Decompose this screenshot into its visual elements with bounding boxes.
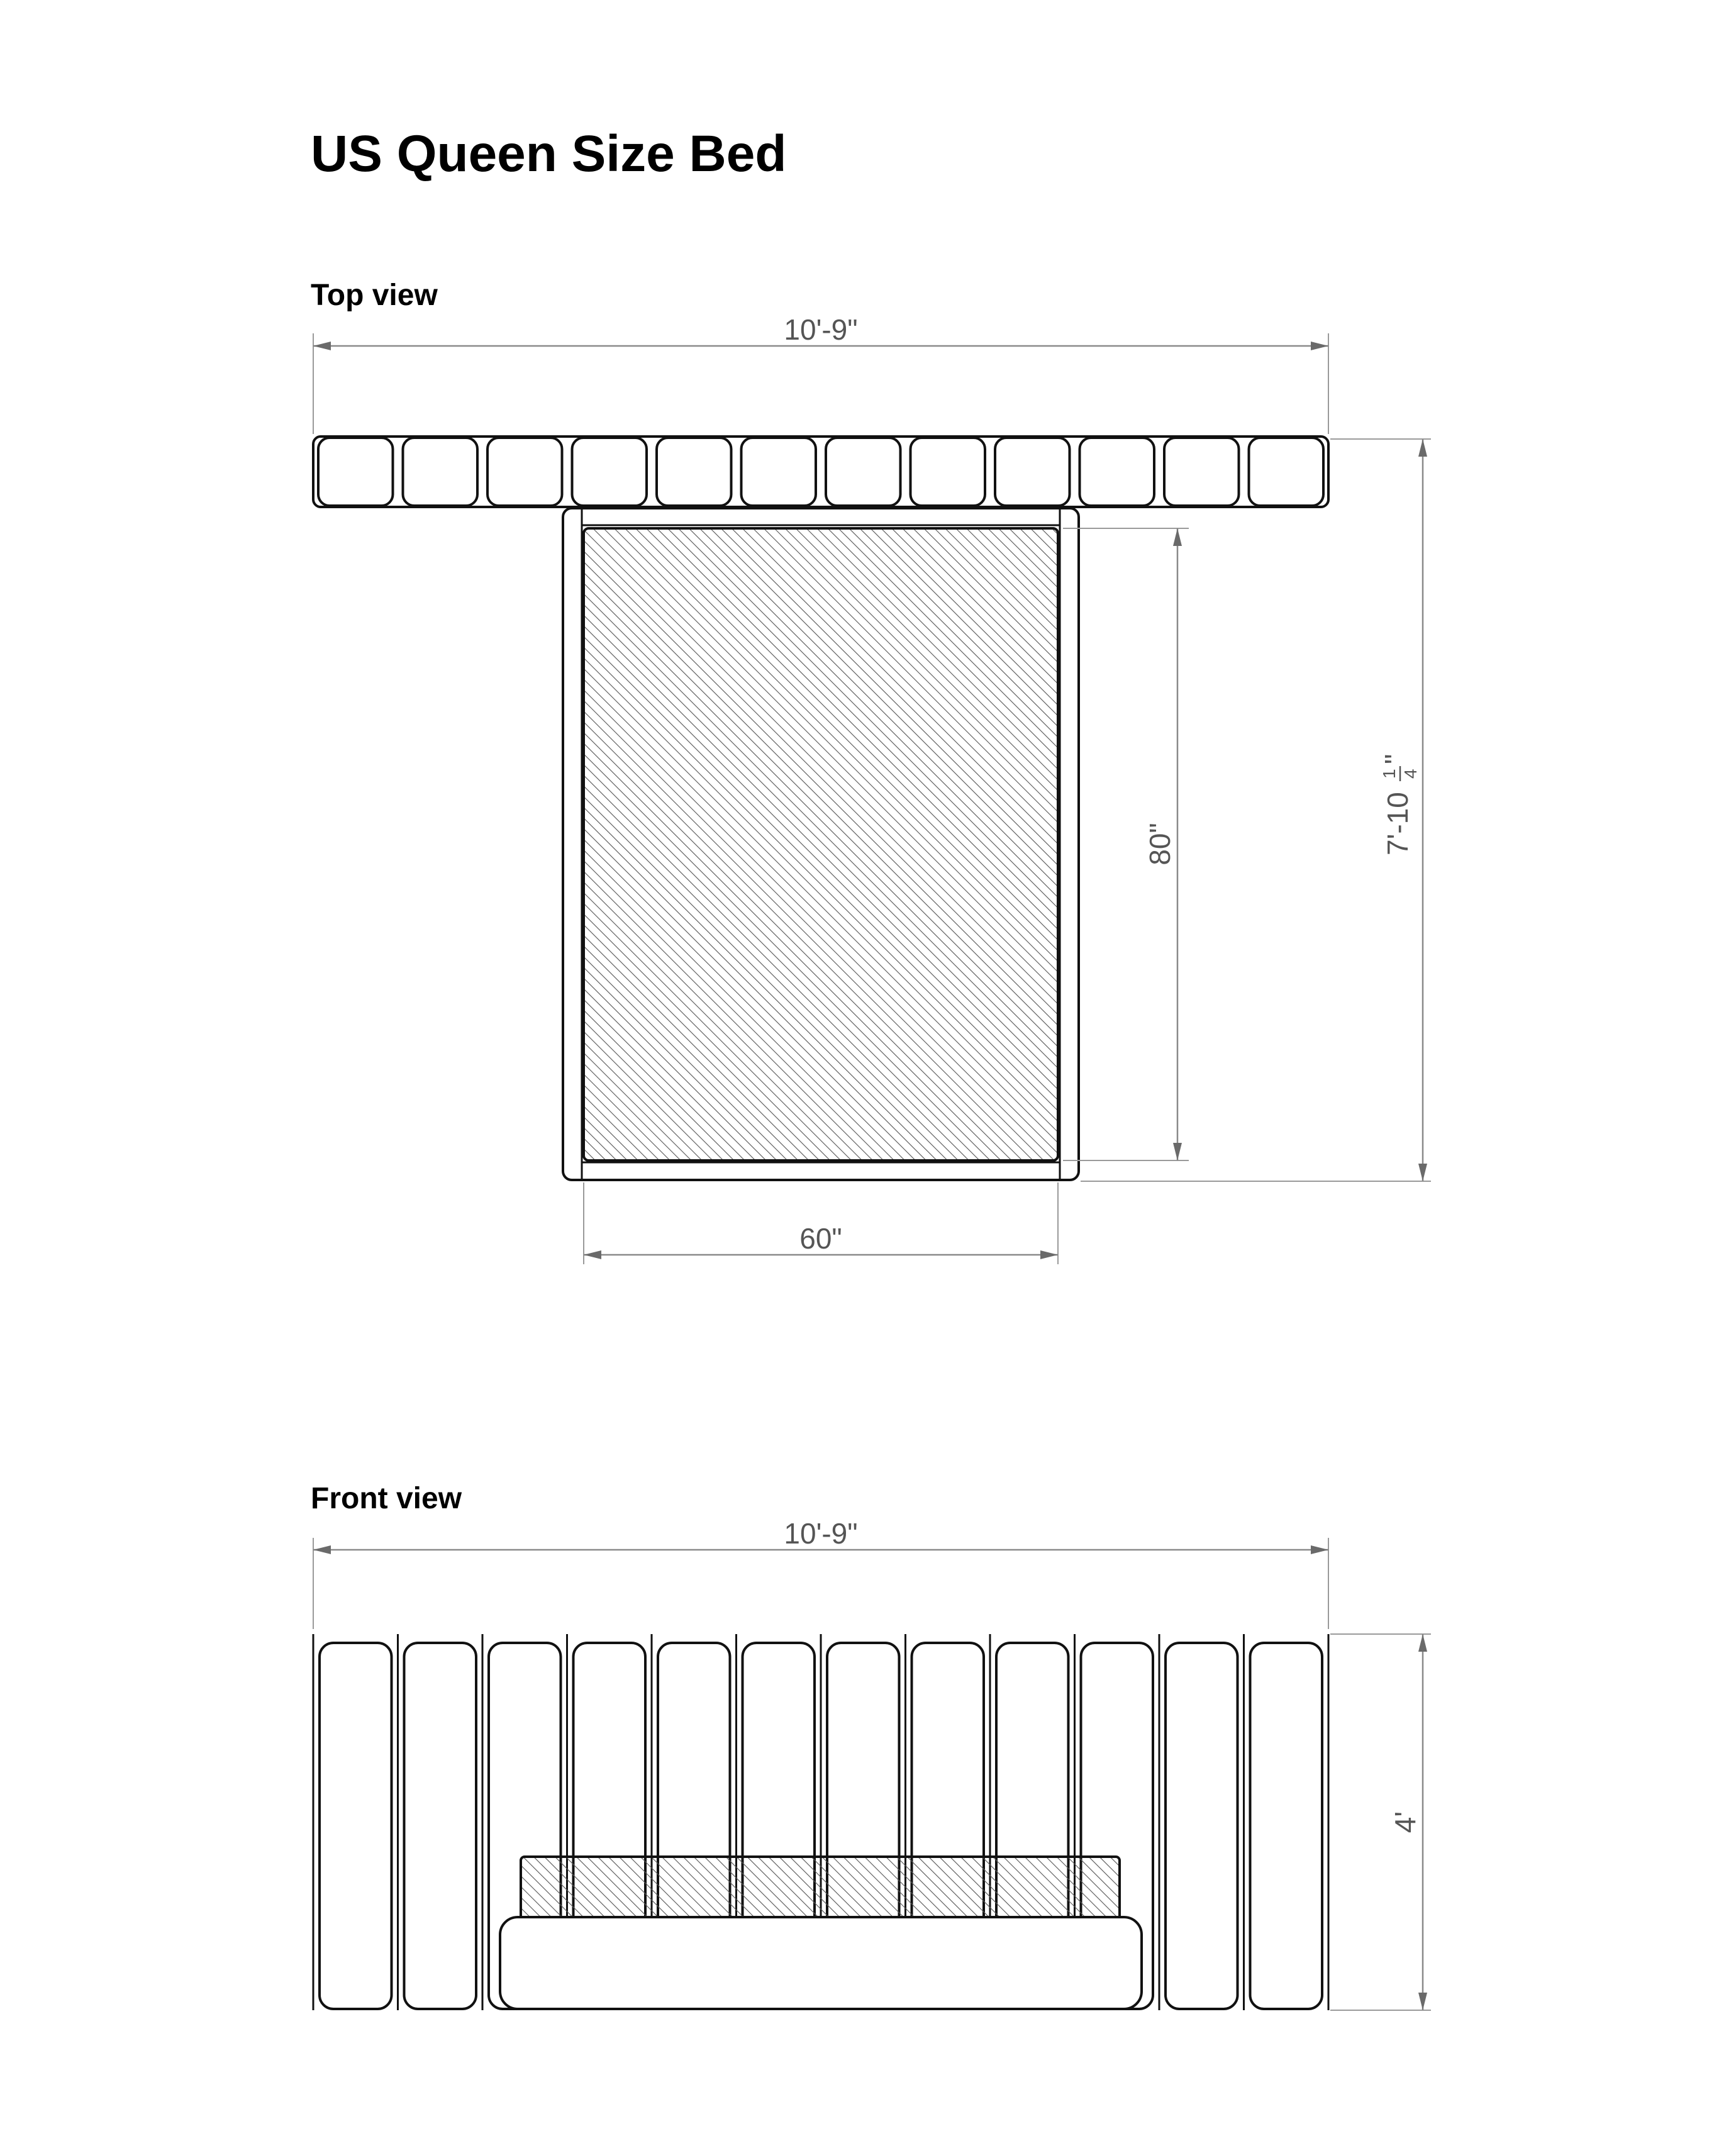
front-mattress — [521, 1857, 1120, 1920]
front-width-label: 10'-9" — [784, 1517, 858, 1550]
top-headboard-panel — [911, 438, 986, 506]
top-depth-label: 7'-10 — [1381, 792, 1414, 855]
top-headboard-panels — [313, 437, 1328, 507]
top-view-label: Top view — [311, 279, 438, 312]
front-headboard-panel — [1250, 1643, 1323, 2009]
front-bed-base — [500, 1917, 1142, 2009]
mattress-length-dimension — [1063, 528, 1189, 1160]
top-mattress — [584, 528, 1058, 1160]
front-height-dimension — [1330, 1634, 1431, 2010]
mattress-width-dimension — [584, 1182, 1058, 1264]
front-height-label: 4' — [1389, 1811, 1422, 1833]
top-headboard-panel — [1164, 438, 1239, 506]
top-headboard-panel — [403, 438, 478, 506]
top-width-dimension — [313, 313, 1328, 434]
mattress-width-label: 60" — [799, 1222, 842, 1255]
top-depth-fraction-numerator: 1 — [1379, 769, 1399, 779]
top-headboard-panel — [1249, 438, 1324, 506]
top-headboard-panel — [487, 438, 562, 506]
top-headboard-panel — [318, 438, 393, 506]
page-title: US Queen Size Bed — [311, 125, 787, 182]
top-depth-inch-mark: " — [1379, 754, 1411, 764]
top-headboard-panel — [657, 438, 732, 506]
top-headboard-panel — [572, 438, 647, 506]
top-depth-dimension — [1081, 439, 1431, 1181]
mattress-length-label: 80" — [1143, 823, 1176, 865]
front-headboard-panel — [320, 1643, 392, 2009]
front-view-label: Front view — [311, 1482, 462, 1515]
top-headboard-panel — [995, 438, 1070, 506]
front-width-dimension — [313, 1517, 1328, 1629]
front-headboard-panel — [404, 1643, 477, 2009]
top-depth-fraction-denominator: 4 — [1401, 769, 1420, 779]
front-headboard-panel — [1166, 1643, 1238, 2009]
top-headboard-panel — [742, 438, 816, 506]
top-width-label: 10'-9" — [784, 313, 858, 346]
top-headboard-panel — [826, 438, 901, 506]
top-headboard-panel — [1080, 438, 1155, 506]
